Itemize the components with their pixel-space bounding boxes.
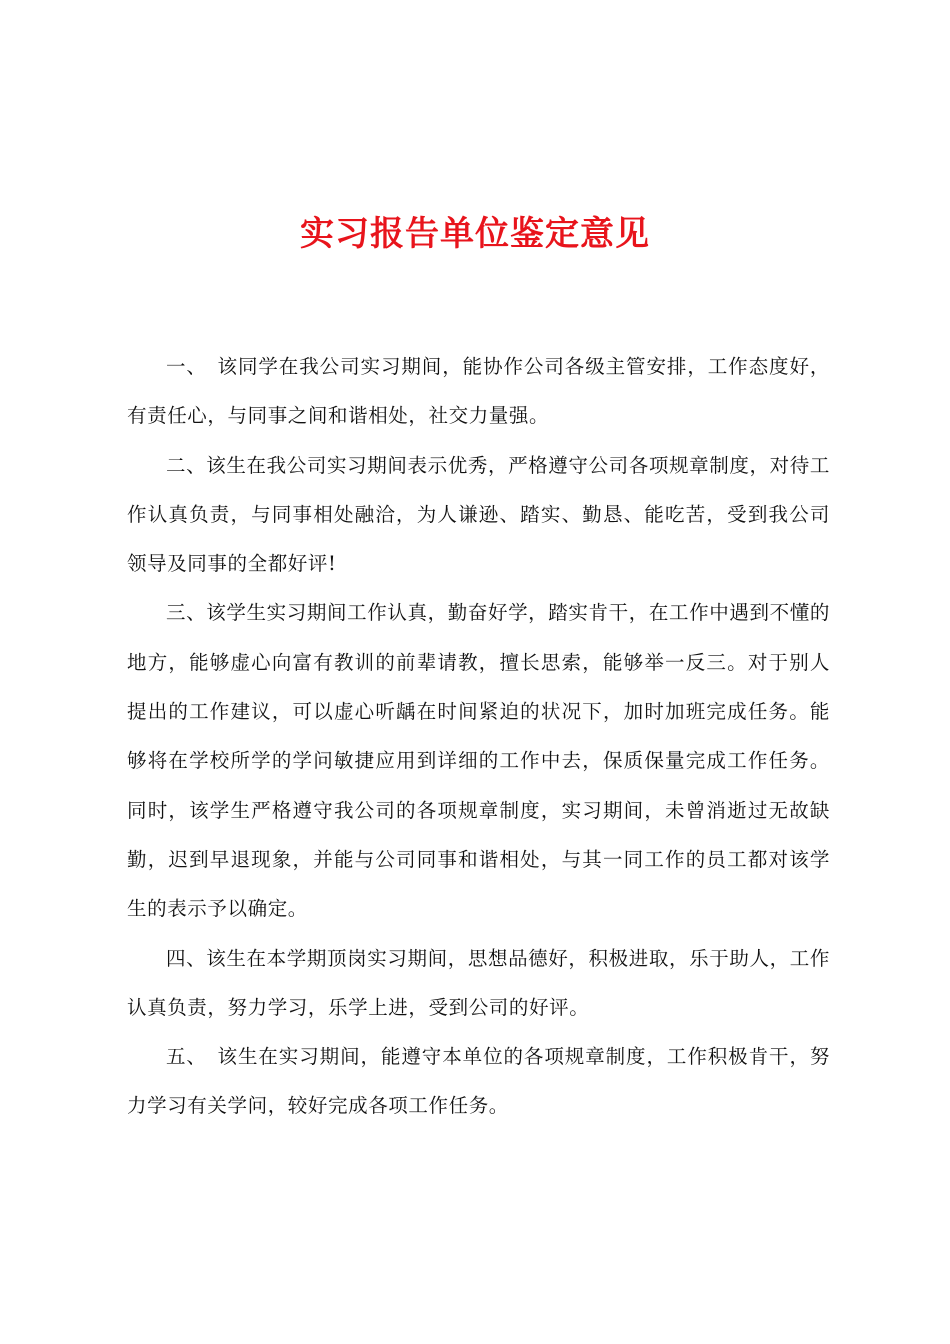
document-body: [127, 342, 830, 1131]
document-title: 实习报告单位鉴定意见: [300, 214, 650, 254]
paragraph-4: 四、该生在本学期顶岗实习期间，思想品德好，积极进取，乐于助人，工作认真负责，努力学习，乐学上进，受到公司的好评。: [127, 946, 830, 1019]
paragraph-3: 三、该学生实习期间工作认真，勤奋好学，踏实肯干，在工作中遇到不懂的地方，能够虚心向富有教训的前辈请教，擅长思索，能够举一反三。对于别人提出的工作建议，可以虚心听龋在时间紧迫的状况下，加时加班完成任务。能够将在学校所学的学问敏捷应用到详细的工作中去，保质保量完成工作任务。同时，该学生严格遵守我公司的各项规章制度，实习期间，未曾消逝过无故缺勤，迟到早退现象，并能与公司同事和谐相处，与其一同工作的员工都对该学生的表示予以确定。: [127, 601, 830, 921]
paragraph-1: 一、 该同学在我公司实习期间，能协作公司各级主管安排，工作态度好，有责任心，与同事之间和谐相处，社交力量强。: [127, 355, 830, 428]
paragraph-5: 五、 该生在实习期间，能遵守本单位的各项规章制度，工作积极肯干，努力学习有关学问，较好完成各项工作任务。: [127, 1045, 830, 1118]
paragraph-2: 二、该生在我公司实习期间表示优秀，严格遵守公司各项规章制度，对待工作认真负责，与同事相处融洽，为人谦逊、踏实、勤恳、能吃苦，受到我公司领导及同事的全都好评!: [127, 453, 830, 576]
